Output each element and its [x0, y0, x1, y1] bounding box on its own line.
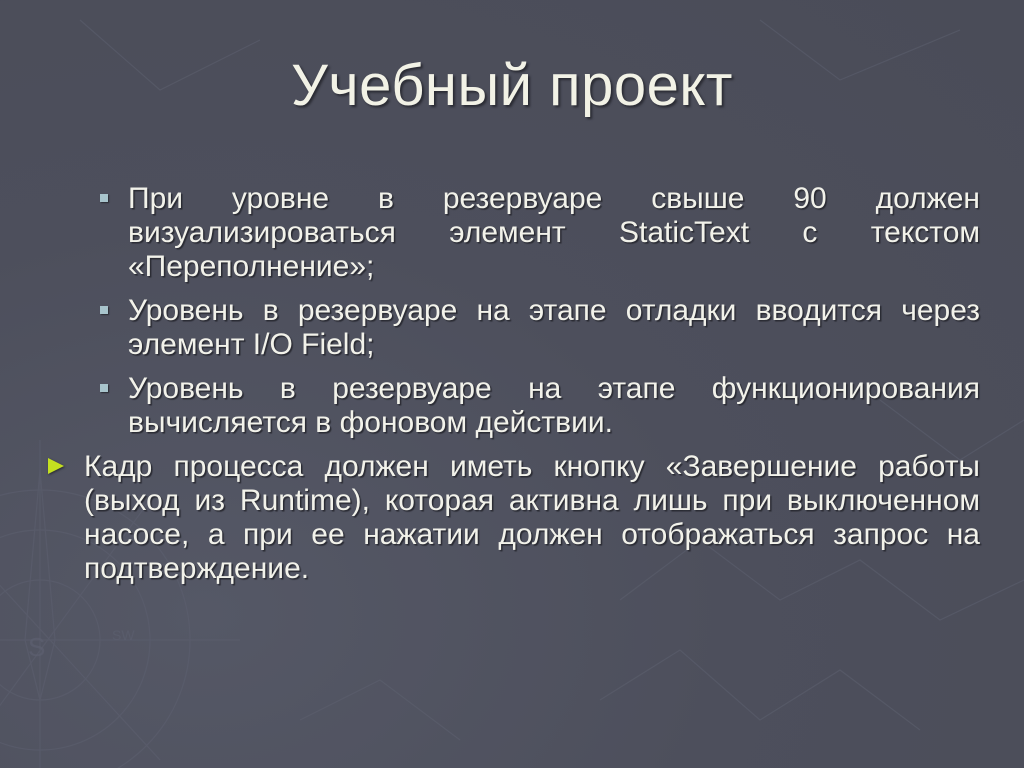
sub-bullet-list	[44, 182, 980, 440]
svg-text:S: S	[28, 632, 46, 662]
slide-body	[44, 182, 980, 586]
square-bullet-icon	[100, 194, 108, 202]
main-bullet-text: Кадр процесса должен иметь кнопку «Завершение работы (выход из Runtime), которая активна лишь при выключенном насосе, а при ее нажатии должен отображаться запрос на подтверждение.	[84, 450, 980, 585]
list-item-text: Уровень в резервуаре на этапе функционирования вычисляется в фоновом действии.	[128, 372, 980, 439]
list-item	[128, 294, 980, 362]
list-item-text: Уровень в резервуаре на этапе отладки вводится через элемент I/O Field;	[128, 294, 980, 361]
list-item-text: При уровне в резервуаре свыше 90 должен визуализироваться элемент StaticText с текстом «Переполнение»;	[128, 182, 980, 283]
list-item	[128, 182, 980, 284]
square-bullet-icon	[100, 384, 108, 392]
svg-text:SW: SW	[112, 627, 135, 643]
triangle-arrow-bullet-icon	[48, 458, 64, 474]
main-bullet-item	[84, 450, 980, 586]
square-bullet-icon	[100, 306, 108, 314]
list-item	[128, 372, 980, 440]
slide-title: Учебный проект	[291, 53, 733, 118]
